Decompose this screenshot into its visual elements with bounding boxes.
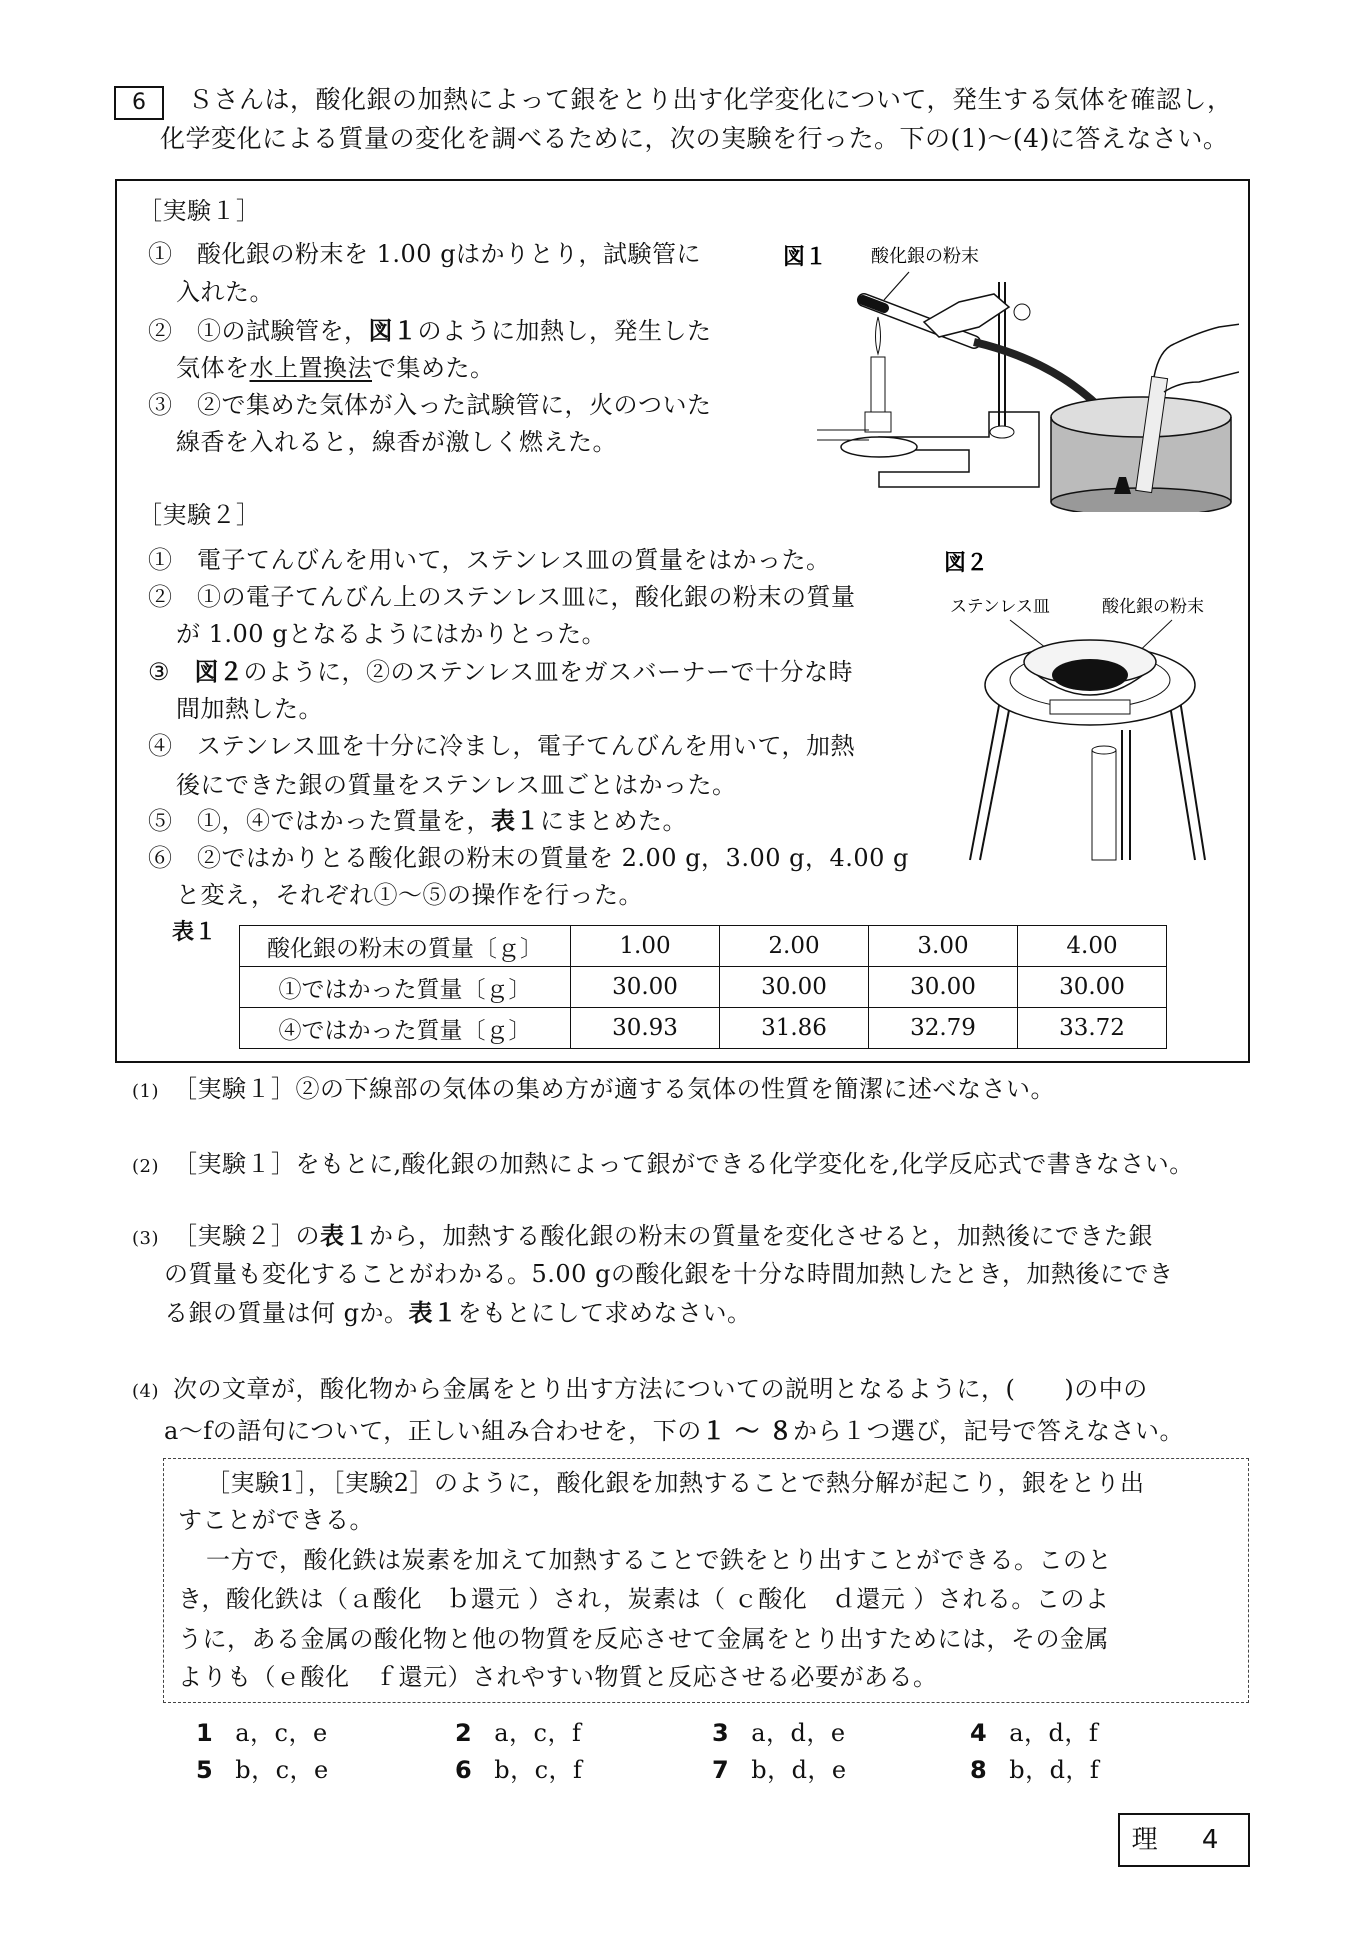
question-number: (2) [132,1156,159,1177]
exp2-line: ⑥ ②ではかりとる酸化銀の粉末の質量を 2.00 g，3.00 g，4.00 g [148,844,909,872]
option-4 [970,1718,1098,1748]
option-text: b，d，f [1009,1756,1100,1784]
figure-1-label: 図１ [783,245,828,270]
fig-ref: 図１ [368,317,418,345]
question-number: (3) [132,1228,159,1249]
option-number: 1 [196,1719,214,1747]
text: で集めた。 [372,354,495,382]
figure-2-powder-caption: 酸化銀の粉末 [1102,597,1204,617]
option-number: 3 [712,1719,730,1747]
question-4-line [164,1416,1184,1446]
table-row [240,1008,1167,1049]
question-1 [132,1074,1055,1107]
cell: 30.00 [571,967,720,1008]
page-label: 理 4 [1118,1813,1250,1867]
exp1-line: ① 酸化銀の粉末を 1.00 gはかりとり，試験管に [148,240,702,268]
exp2-line: が 1.00 gとなるようにはかりとった。 [176,620,607,648]
option-text: a，d，e [751,1719,846,1747]
option-number: 2 [455,1719,473,1747]
option-5 [196,1755,329,1785]
figure-2-label: 図２ [944,551,989,576]
cell: 3.00 [869,926,1018,967]
underlined-term: 水上置換法 [249,354,372,382]
option-2 [455,1718,581,1748]
figure-1-apparatus [779,232,1239,512]
row-header: ①ではかった質量〔ｇ〕 [240,967,571,1008]
table-1-label: 表１ [172,920,218,945]
question-3-line [164,1298,752,1328]
cell: 4.00 [1018,926,1167,967]
table-ref: 表１ [320,1222,369,1250]
exp2-line [148,657,853,687]
question-3-line: の質量も変化することがわかる。5.00 gの酸化銀を十分な時間加熱したとき，加熱後にでき [164,1260,1174,1288]
option-text: b，d，e [751,1756,847,1784]
table-ref: 表１ [408,1299,458,1327]
exp2-line: ② ①の電子てんびん上のステンレス皿に，酸化銀の粉末の質量 [148,583,856,611]
cell: 31.86 [720,1008,869,1049]
option-text: a，c，f [494,1719,582,1747]
question-2 [132,1149,1194,1182]
text: 次の文章が，酸化物から金属をとり出す方法についての説明となるように，( )の中の [173,1375,1148,1403]
cell: 30.00 [1018,967,1167,1008]
text: から，加熱する酸化銀の粉末の質量を変化させると，加熱後にできた銀 [369,1222,1153,1250]
option-range: １ ～ ８ [701,1417,793,1445]
question-number: (4) [132,1381,159,1402]
option-8 [970,1755,1099,1785]
option-7 [712,1755,847,1785]
figure-1-caption: 酸化銀の粉末 [871,246,979,267]
text: a～fの語句について，正しい組み合わせを，下の [164,1417,702,1445]
exp1-title: ［実験１］ [138,197,261,225]
exp2-title: ［実験２］ [138,501,261,529]
cell: 30.93 [571,1008,720,1049]
text: から１つ選び，記号で答えなさい。 [792,1417,1184,1445]
exp2-line: と変え，それぞれ①～⑤の操作を行った。 [176,881,643,909]
table-1 [239,925,1167,1049]
exp2-line: 後にできた銀の質量をステンレス皿ごとはかった。 [176,771,737,799]
question-4-line [132,1374,1148,1407]
text: ⑤ ①，④ではかった質量を， [148,807,491,835]
table-row [240,926,1167,967]
option-number: 7 [712,1756,730,1784]
passage-line: よりも（ｅ酸化 ｆ還元）されやすい物質と反応させる必要がある。 [178,1663,938,1691]
text: をもとにして求めなさい。 [457,1299,752,1327]
text: る銀の質量は何 gか。 [164,1299,409,1327]
text: ［実験２］の [173,1222,320,1250]
option-number: 4 [970,1719,988,1747]
option-1 [196,1718,328,1748]
option-text: a，d，f [1009,1719,1099,1747]
table-row [240,967,1167,1008]
exp1-line: 入れた。 [176,278,274,306]
question-text: ［実験１］をもとに,酸化銀の加熱によって銀ができる化学変化を,化学反応式で書きなさい。 [173,1150,1194,1178]
cell: 33.72 [1018,1008,1167,1049]
exp2-line: ① 電子てんびんを用いて，ステンレス皿の質量をはかった。 [148,546,831,574]
passage-line: うに，ある金属の酸化物と他の物質を反応させて金属をとり出すためには，その金属 [178,1625,1109,1653]
option-3 [712,1718,846,1748]
intro-line-1: Ｓさんは，酸化銀の加熱によって銀をとり出す化学変化について，発生する気体を確認し， [188,85,1233,114]
exp1-line [176,353,495,383]
option-number: 8 [970,1756,988,1784]
figure-2-dish-caption: ステンレス皿 [950,597,1050,617]
text: のように加熱し，発生した [417,317,712,345]
option-text: a，c，e [235,1719,328,1747]
passage-line: き，酸化鉄は（ａ酸化 ｂ還元 ）され，炭素は（ ｃ酸化 ｄ還元 ）される。このよ [178,1585,1110,1613]
text: ② ①の試験管を， [148,317,369,345]
text: ③ [148,658,195,686]
passage-line: 一方で，酸化鉄は炭素を加えて加熱することで鉄をとり出すことができる。このと [206,1546,1113,1574]
exp1-line: 線香を入れると，線香が激しく燃えた。 [176,428,617,456]
option-text: b，c，e [235,1756,329,1784]
cell: 30.00 [720,967,869,1008]
exp2-line: 間加熱した。 [176,695,323,723]
question-number: (1) [132,1081,159,1102]
option-number: 5 [196,1756,214,1784]
option-6 [455,1755,582,1785]
cell: 32.79 [869,1008,1018,1049]
passage-line: すことができる。 [178,1506,374,1534]
figure-2-apparatus [940,540,1240,870]
text: 気体を [176,354,250,382]
text: のように，②のステンレス皿をガスバーナーで十分な時 [243,658,854,686]
exp2-line: ④ ステンレス皿を十分に冷まし，電子てんびんを用いて，加熱 [148,732,856,760]
table-ref: 表１ [491,807,540,835]
option-text: b，c，f [494,1756,583,1784]
cell: 1.00 [571,926,720,967]
question-3-line [132,1221,1153,1254]
cell: 30.00 [869,967,1018,1008]
question-text: ［実験１］②の下線部の気体の集め方が適する気体の性質を簡潔に述べなさい。 [173,1075,1055,1103]
fig-ref: 図２ [194,658,244,686]
option-number: 6 [455,1756,473,1784]
intro-line-2: 化学変化による質量の変化を調べるために，次の実験を行った。下の(1)～(4)に答えなさい。 [160,124,1229,153]
passage-line: ［実験1］，［実験2］のように，酸化銀を加熱することで熱分解が起こり，銀をとり出 [206,1469,1145,1497]
text: にまとめた。 [540,807,687,835]
exp1-line [148,316,712,346]
row-header: 酸化銀の粉末の質量〔ｇ〕 [240,926,571,967]
cell: 2.00 [720,926,869,967]
exp2-line [148,806,687,836]
row-header: ④ではかった質量〔ｇ〕 [240,1008,571,1049]
question-number: 6 [114,86,164,120]
exp1-line: ③ ②で集めた気体が入った試験管に，火のついた [148,391,712,419]
